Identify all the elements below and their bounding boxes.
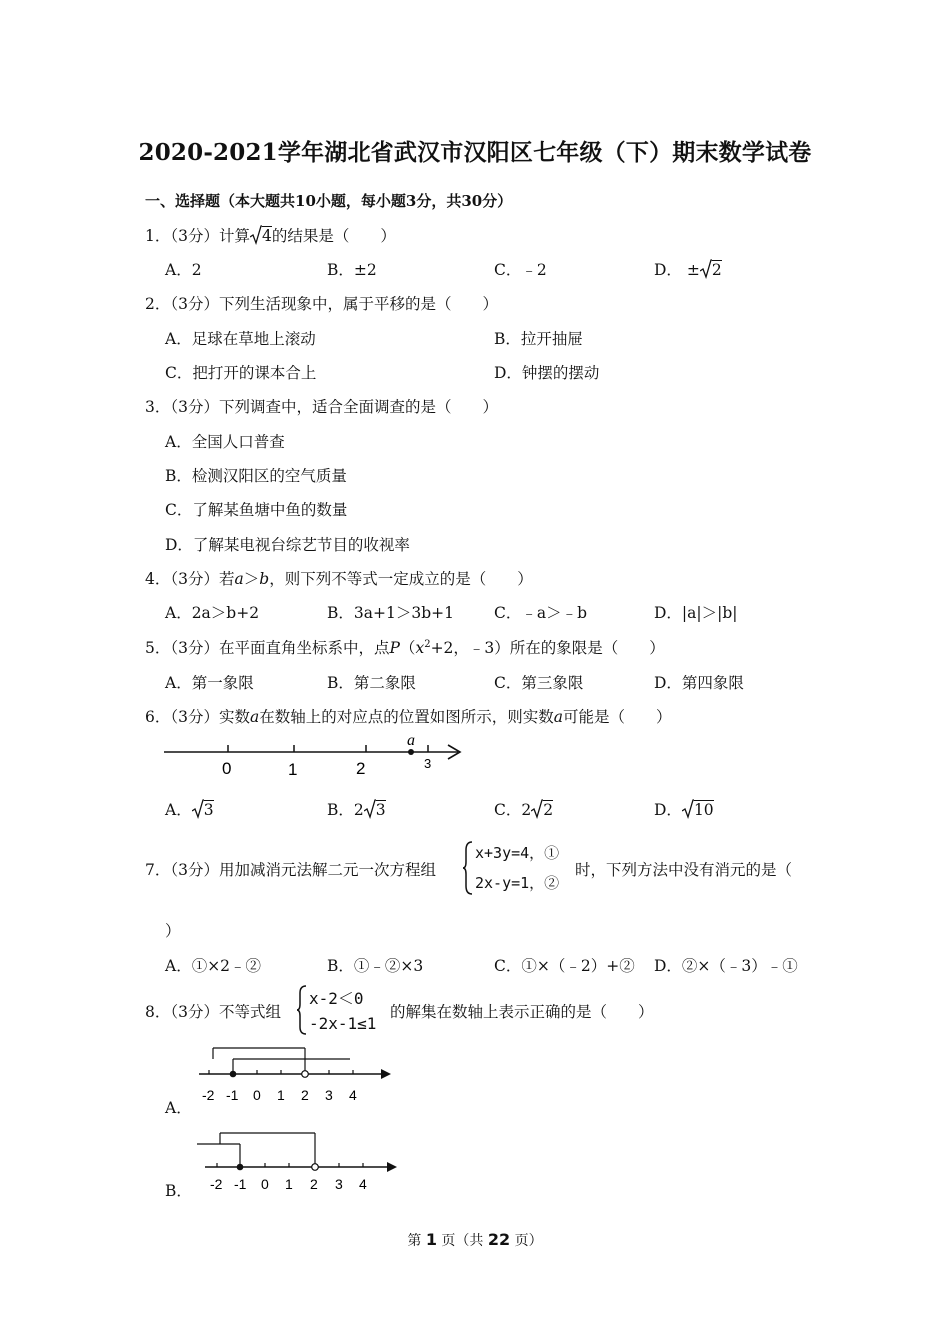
tick-label: 0: [222, 759, 232, 778]
q6-option-b: B．2 3: [327, 798, 386, 823]
q7-option-d: D．②×（﹣3）﹣①: [654, 957, 798, 975]
q6-option-a: A． 3: [165, 798, 214, 823]
section-heading: 一、选择题（本大题共10小题，每小题3分，共30分）: [145, 192, 513, 210]
q1-option-c: C．﹣2: [494, 261, 547, 279]
q8-option-b: B．: [165, 1182, 192, 1200]
q3-option-d: D．了解某电视台综艺节目的收视率: [165, 536, 410, 554]
q1-option-d: D． ± 2: [654, 258, 722, 283]
tick-label: 1: [285, 1176, 293, 1192]
q8-inequality-2: -2x-1≤1: [309, 1014, 377, 1033]
question-1: 1．（3分）计算 4的结果是（ ）: [145, 224, 396, 249]
tick-label: 2: [356, 759, 366, 778]
closed-dot: [237, 1164, 244, 1171]
q4-option-c: C．﹣a＞﹣b: [494, 604, 588, 622]
closed-dot: [230, 1071, 237, 1078]
tick-label: 2: [301, 1087, 309, 1103]
question-7-cont: ）: [165, 922, 181, 940]
q5-option-d: D．第四象限: [654, 674, 744, 692]
q2-option-b: B．拉开抽屉: [494, 330, 583, 348]
q3-option-a: A．全国人口普查: [165, 433, 285, 451]
question-7-stem-b: 时，下列方法中没有消元的是（: [575, 861, 793, 879]
q2-option-a: A．足球在草地上滚动: [165, 330, 316, 348]
question-7-stem-a: 7．（3分）用加减消元法解二元一次方程组: [145, 861, 436, 879]
tick-label: -2: [210, 1176, 223, 1192]
open-dot: [302, 1071, 309, 1078]
q7-option-a: A．①×2﹣②: [165, 957, 262, 975]
question-3: 3．（3分）下列调查中，适合全面调查的是（ ）: [145, 398, 498, 416]
q3-option-b: B．检测汉阳区的空气质量: [165, 467, 347, 485]
number-line-option-a: [195, 1040, 400, 1108]
q7-equation-1: x+3y=4，①: [475, 844, 560, 862]
point-a-dot: [408, 749, 414, 755]
tick-label: -1: [226, 1087, 239, 1103]
tick-label: 1: [288, 760, 298, 779]
question-5: 5．（3分）在平面直角坐标系中，点$P(x^2+2$，﹣3）所在的象限是（ ）: [145, 638, 665, 657]
q6-option-d: D． 10: [654, 798, 714, 823]
question-8-stem-a: 8．（3分）不等式组: [145, 1003, 281, 1021]
q5-option-c: C．第三象限: [494, 674, 584, 692]
q4-option-a: A．2a＞b+2: [165, 604, 260, 622]
brace-icon: [462, 840, 474, 896]
number-line-option-b: [195, 1125, 407, 1193]
tick-label: 0: [261, 1176, 269, 1192]
question-2: 2．（3分）下列生活现象中，属于平移的是（ ）: [145, 295, 498, 313]
tick-label: 3: [424, 756, 432, 771]
point-a-label: a: [407, 732, 415, 749]
question-8-stem-b: 的解集在数轴上表示正确的是（ ）: [390, 1003, 654, 1021]
number-line-q6: [160, 730, 470, 780]
brace-icon: [296, 984, 308, 1036]
q8-option-a: A．: [165, 1099, 192, 1117]
tick-label: -2: [202, 1087, 215, 1103]
tick-label: 3: [335, 1176, 343, 1192]
q4-option-b: B．3a+1＞3b+1: [327, 604, 454, 622]
q2-option-c: C．把打开的课本合上: [165, 364, 317, 382]
sqrt-sign: [531, 799, 543, 823]
q1-option-b: B．±2: [327, 261, 377, 279]
q7-option-b: B．①﹣②×3: [327, 957, 424, 975]
question-4: 4．（3分）若a＞b，则下列不等式一定成立的是（ ）: [145, 570, 533, 588]
q8-inequality-1: x-2＜0: [309, 989, 364, 1008]
q7-equation-2: 2x-y=1，②: [475, 874, 560, 892]
q7-option-c: C．①×（﹣2）+②: [494, 957, 635, 975]
q1-option-a: A．2: [165, 261, 202, 279]
tick-label: 2: [310, 1176, 318, 1192]
page-title: 2020-2021学年湖北省武汉市汉阳区七年级（下）期末数学试卷: [138, 139, 812, 166]
sqrt-sign: [250, 225, 262, 249]
q4-option-d: D．|a|＞|b|: [654, 604, 738, 622]
tick-label: 3: [325, 1087, 333, 1103]
q3-option-c: C．了解某鱼塘中鱼的数量: [165, 501, 348, 519]
q5-option-b: B．第二象限: [327, 674, 416, 692]
tick-label: 4: [349, 1087, 357, 1103]
page-footer: 第 1 页（共 22 页）: [407, 1230, 543, 1249]
sqrt-sign: [364, 799, 376, 823]
q2-option-d: D．钟摆的摆动: [494, 364, 600, 382]
tick-label: 4: [359, 1176, 367, 1192]
open-dot: [312, 1164, 319, 1171]
tick-label: 1: [277, 1087, 285, 1103]
tick-label: 0: [253, 1087, 261, 1103]
question-6: 6．（3分）实数a在数轴上的对应点的位置如图所示，则实数a可能是（ ）: [145, 708, 672, 726]
sqrt-sign: [682, 799, 694, 823]
q6-option-c: C．2 2: [494, 798, 553, 823]
sqrt-sign: [700, 259, 712, 283]
q5-option-a: A．第一象限: [165, 674, 254, 692]
sqrt-sign: [192, 799, 204, 823]
tick-label: -1: [234, 1176, 247, 1192]
